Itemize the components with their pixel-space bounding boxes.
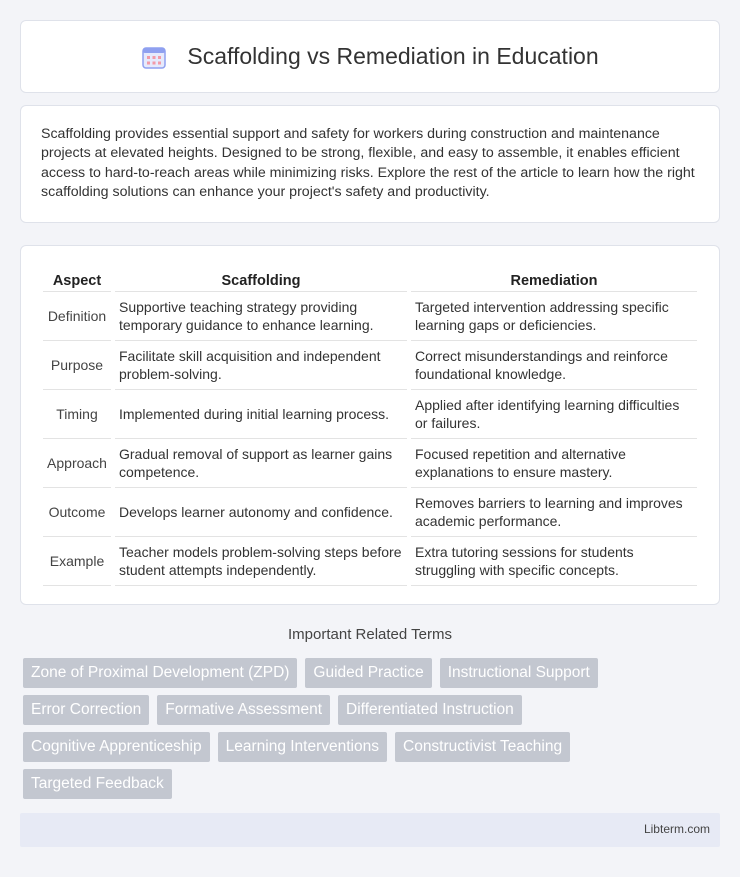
term-tag[interactable]: Instructional Support [440, 658, 598, 688]
remediation-cell: Targeted intervention addressing specific learning gaps or deficiencies. [409, 291, 697, 340]
related-terms-title: Important Related Terms [288, 626, 452, 643]
intro-card [20, 105, 720, 223]
aspect-cell: Timing [43, 389, 113, 438]
page-title: Scaffolding vs Remediation in Education [187, 43, 599, 69]
term-tag[interactable]: Guided Practice [305, 658, 431, 688]
remediation-cell: Correct misunderstandings and reinforce foundational knowledge. [409, 340, 697, 389]
table-row [43, 389, 697, 438]
comparison-card [20, 245, 720, 605]
term-tag[interactable]: Cognitive Apprenticeship [23, 732, 210, 762]
term-row [23, 695, 623, 725]
term-tag[interactable]: Formative Assessment [157, 695, 330, 725]
column-header-scaffolding: Scaffolding [113, 265, 409, 291]
scaffolding-cell: Teacher models problem-solving steps before student attempts independently. [113, 536, 409, 585]
scaffolding-cell: Implemented during initial learning process. [113, 389, 409, 438]
term-tag[interactable]: Zone of Proximal Development (ZPD) [23, 658, 297, 688]
comparison-table [43, 265, 697, 586]
aspect-cell: Example [43, 536, 113, 585]
table-row [43, 340, 697, 389]
column-header-aspect: Aspect [43, 265, 113, 291]
aspect-cell: Approach [43, 438, 113, 487]
scaffolding-cell: Supportive teaching strategy providing temporary guidance to enhance learning. [113, 291, 409, 340]
term-tag[interactable]: Targeted Feedback [23, 769, 172, 799]
footer-site-link[interactable]: Libterm.com [643, 822, 710, 836]
term-row [23, 732, 623, 762]
term-row [23, 769, 623, 799]
aspect-cell: Definition [43, 291, 113, 340]
table-row [43, 291, 697, 340]
table-header-row [43, 265, 697, 291]
term-tag[interactable]: Constructivist Teaching [395, 732, 570, 762]
term-tag[interactable]: Error Correction [23, 695, 149, 725]
scaffolding-cell: Develops learner autonomy and confidence. [113, 487, 409, 536]
table-row [43, 438, 697, 487]
remediation-cell: Focused repetition and alternative explanations to ensure mastery. [409, 438, 697, 487]
calendar-icon [141, 44, 167, 70]
aspect-cell: Purpose [43, 340, 113, 389]
term-tag[interactable]: Learning Interventions [218, 732, 387, 762]
remediation-cell: Removes barriers to learning and improves academic performance. [409, 487, 697, 536]
related-terms-list [23, 658, 623, 806]
intro-paragraph: Scaffolding provides essential support and safety for workers during construction and maintenance projects at elevated heights. Designed to be strong, flexible, and easy to assemble, it enables efficient access to hard-to-reach areas while minimizing risks. Explore the rest of the article to learn how the right scaffolding solutions can enhance your project's safety and productivity. [41, 126, 695, 201]
scaffolding-cell: Facilitate skill acquisition and independent problem-solving. [113, 340, 409, 389]
term-tag[interactable]: Differentiated Instruction [338, 695, 522, 725]
remediation-cell: Applied after identifying learning difficulties or failures. [409, 389, 697, 438]
scaffolding-cell: Gradual removal of support as learner gains competence. [113, 438, 409, 487]
aspect-cell: Outcome [43, 487, 113, 536]
column-header-remediation: Remediation [409, 265, 697, 291]
footer [20, 813, 720, 847]
header-card [20, 20, 720, 93]
remediation-cell: Extra tutoring sessions for students struggling with specific concepts. [409, 536, 697, 585]
term-row [23, 658, 623, 688]
table-row [43, 536, 697, 585]
table-row [43, 487, 697, 536]
